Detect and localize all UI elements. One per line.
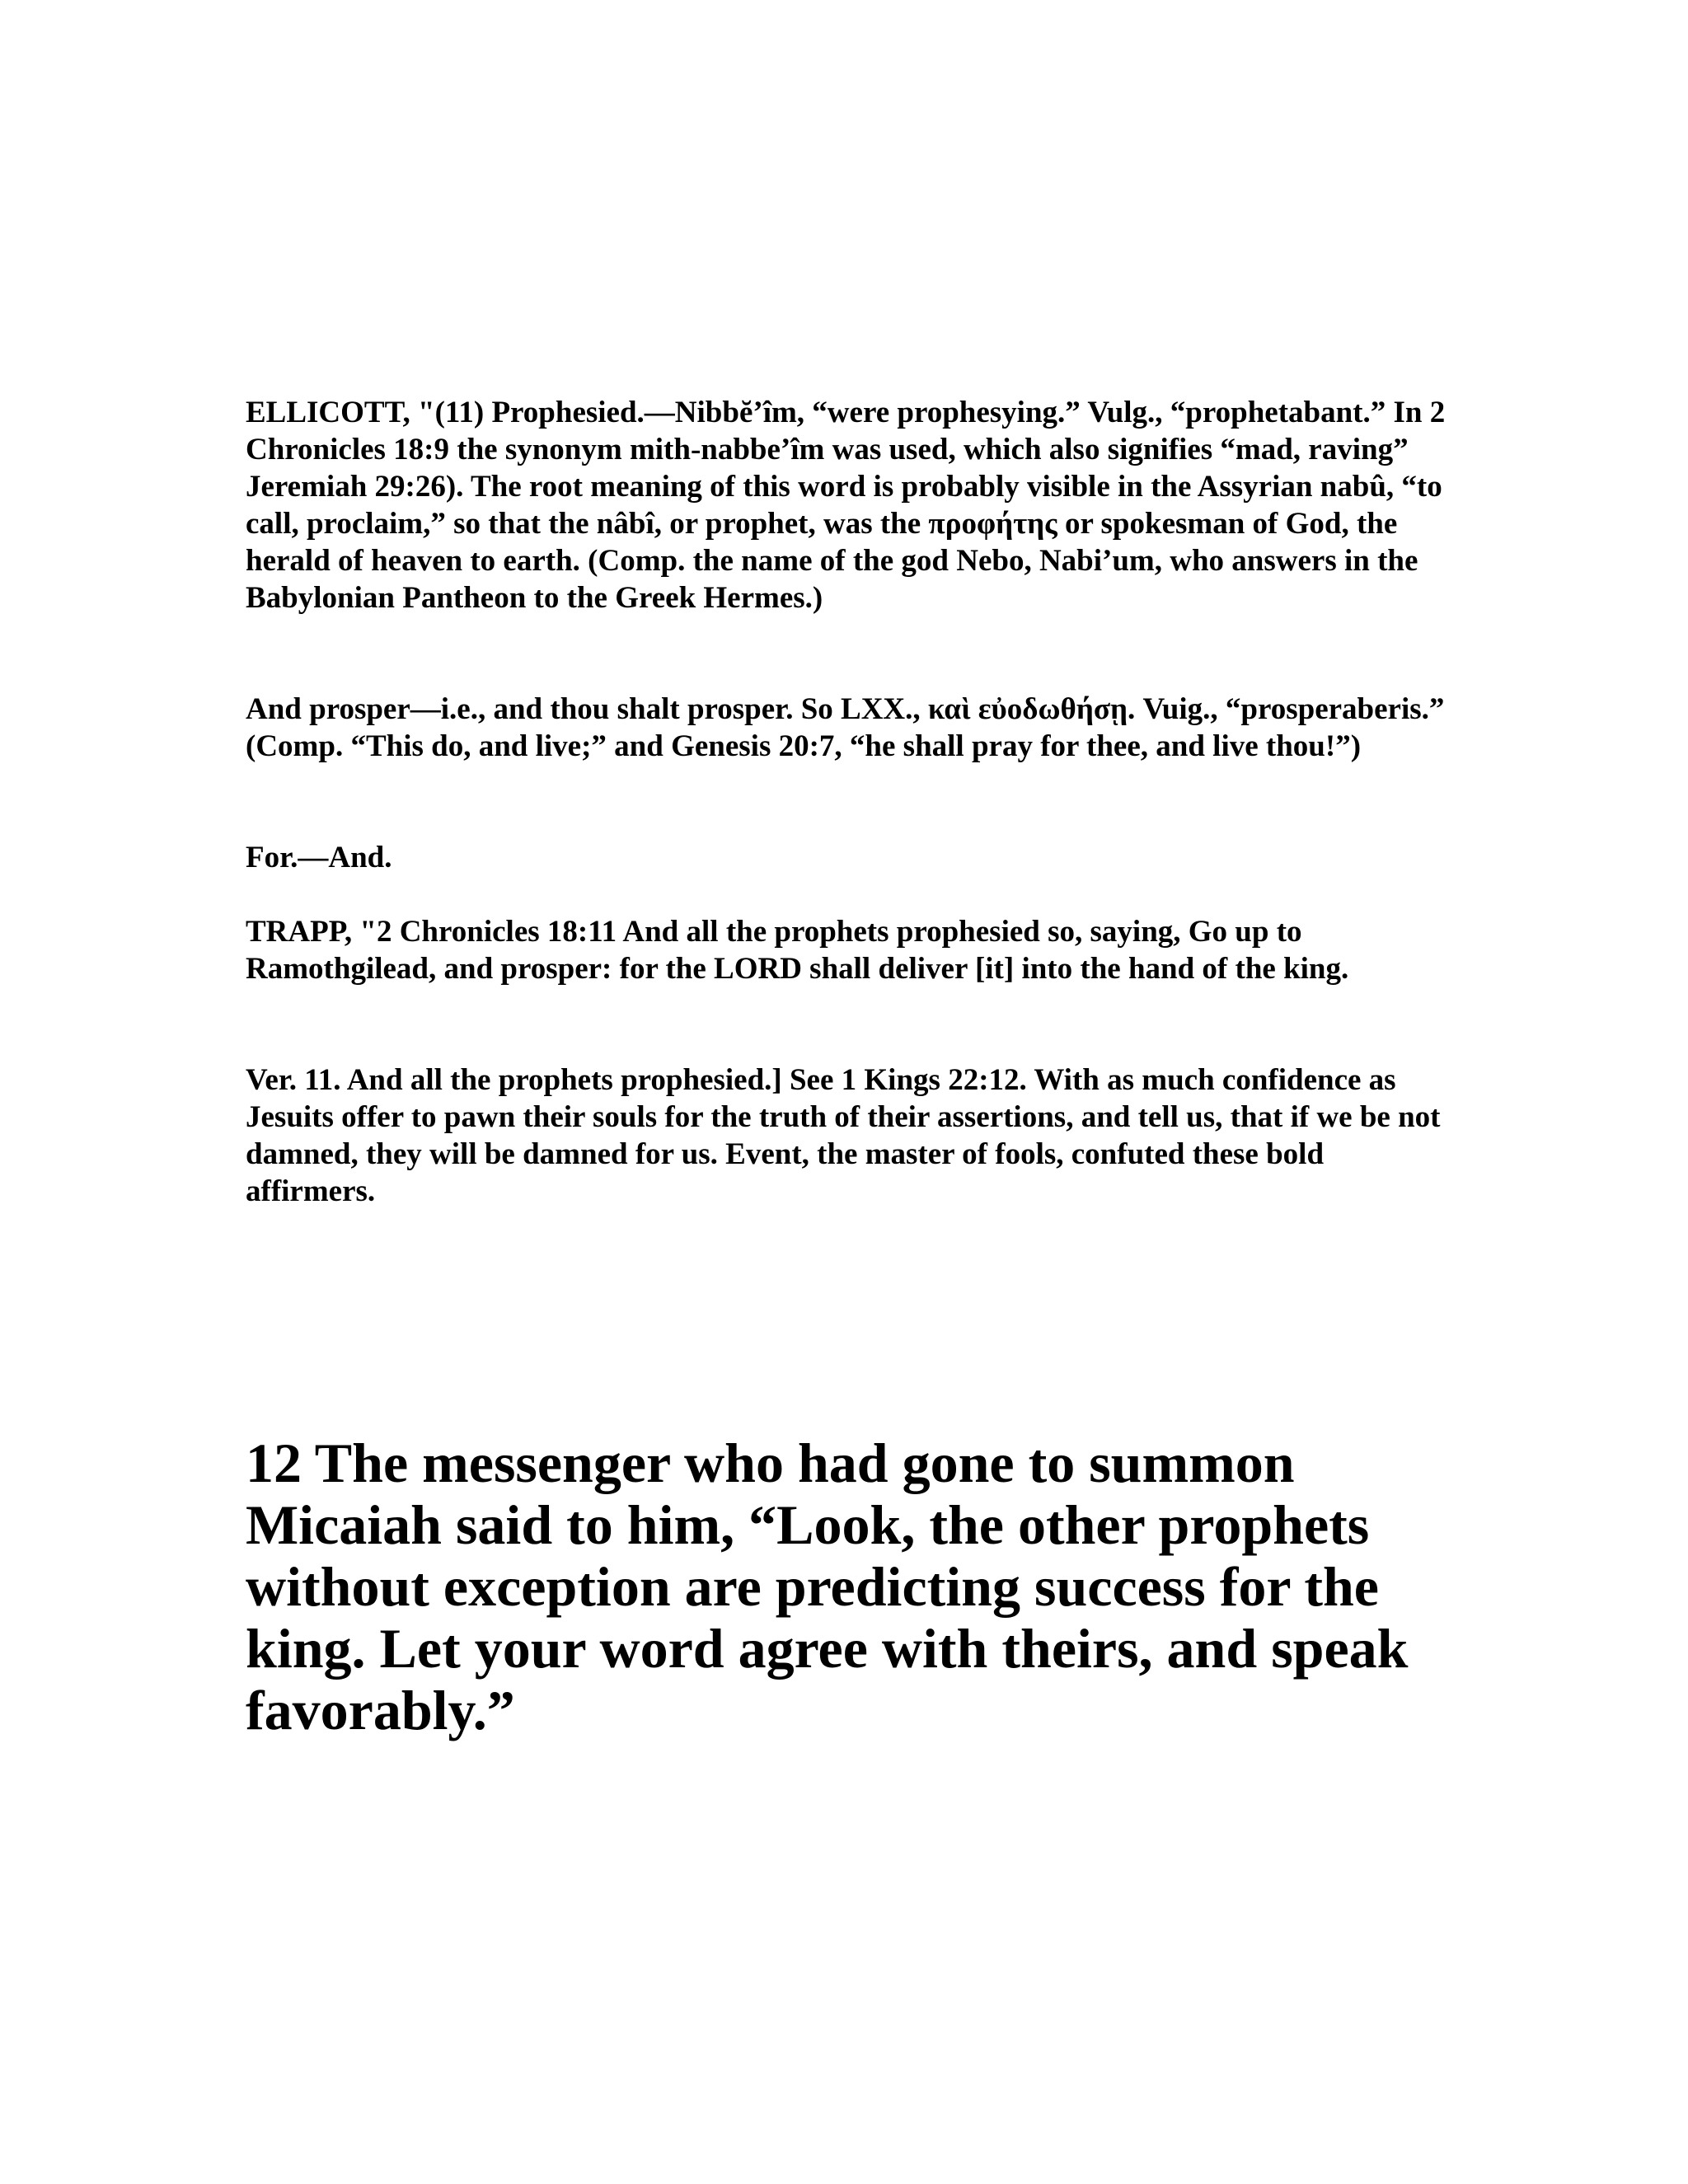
for-and-note-paragraph: For.—And. <box>246 841 392 874</box>
prosper-commentary-paragraph: And prosper—i.e., and thou shalt prosper. So LXX., καὶ εὐοδωθήσῃ. Vuig., “prosperaberis.” (Comp. “This do, and live;” and Genesis 20:7, “he shall pray for thee, and live thou!”) <box>246 692 1445 763</box>
trapp-commentary-paragraph: TRAPP, "2 Chronicles 18:11 And all the prophets prophesied so, saying, Go up to Ramothgilead, and prosper: for the LORD shall deliver [it] into the hand of the king. <box>246 915 1349 986</box>
verse-11-commentary-paragraph: Ver. 11. And all the prophets prophesied.] See 1 Kings 22:12. With as much confidence as Jesuits offer to pawn their souls for the truth of their assertions, and tell us, that if we be not damned, they will be damned for us. Event, the master of fools, confuted these bold affirmers. <box>246 1063 1441 1208</box>
verse-12-heading: 12 The messenger who had gone to summon Micaiah said to him, “Look, the other prophets without exception are predicting success for the king. Let your word agree with theirs, and speak favorably.” <box>246 1432 1409 1741</box>
ellicott-commentary-paragraph: ELLICOTT, "(11) Prophesied.—Nibbĕ’îm, “were prophesying.” Vulg., “prophetabant.” In 2 Chronicles 18:9 the synonym mith-nabbe’îm was used, which also signifies “mad, raving” Jeremiah 29:26). The root meaning of this word is probably visible in the Assyrian nabû, “to call, proclaim,” so that the nâbî, or prophet, was the προφήτης or spokesman of God, the herald of heaven to earth. (Comp. the name of the god Nebo, Nabi’um, who answers in the Babylonian Pantheon to the Greek Hermes.) <box>246 396 1446 615</box>
